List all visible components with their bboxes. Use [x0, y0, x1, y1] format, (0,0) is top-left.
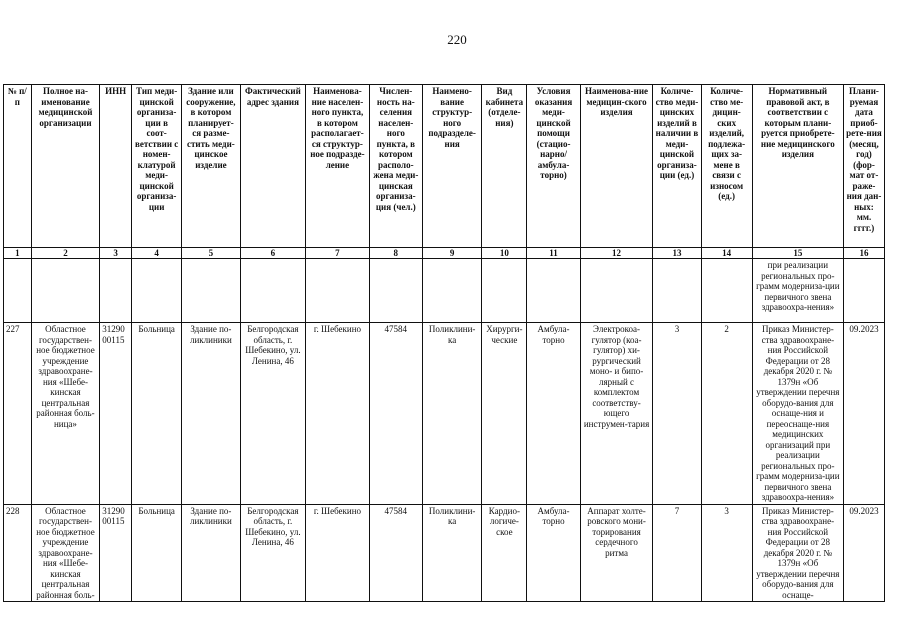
- column-number: 12: [580, 248, 653, 259]
- continuation-row: [4, 259, 885, 323]
- column-header: Фактический адрес здания: [240, 85, 306, 248]
- locality-cell: г. Шебекино: [306, 504, 370, 602]
- row-number: 228: [4, 504, 32, 602]
- inn-cell: 31290 00115: [100, 504, 132, 602]
- table-cell: [843, 259, 884, 323]
- column-number: 9: [422, 248, 481, 259]
- quantity-replace-cell: 3: [701, 504, 752, 602]
- population-cell: 47584: [369, 323, 422, 505]
- column-number: 2: [31, 248, 100, 259]
- table-row: [4, 504, 885, 602]
- locality-cell: г. Шебекино: [306, 323, 370, 505]
- population-cell: 47584: [369, 504, 422, 602]
- column-number: 3: [100, 248, 132, 259]
- unit-cell: Поликлини-ка: [422, 504, 481, 602]
- table-cell: [240, 259, 306, 323]
- org-type-cell: Больница: [132, 323, 182, 505]
- organization-cell: Областное государствен-ное бюджетное учреждение здравоохране-ния «Шебе-кинская центральная районная боль-ница»: [31, 323, 100, 505]
- header-row: [4, 85, 885, 248]
- address-cell: Белгородская область, г. Шебекино, ул. Ленина, 46: [240, 504, 306, 602]
- row-number: 227: [4, 323, 32, 505]
- device-cell: Электрокоа-гулятор (коа-гулятор) хи-рургический моно- и бипо-лярный с комплектом соответству-ющего инструмен-тария: [580, 323, 653, 505]
- date-cell: 09.2023: [843, 504, 884, 602]
- column-number: 5: [182, 248, 240, 259]
- conditions-cell: Амбула-торно: [527, 323, 580, 505]
- column-header: Наимено-вание структур-ного подразделе-ния: [422, 85, 481, 248]
- column-number: 6: [240, 248, 306, 259]
- column-header: Условия оказания меди-цинской помощи (стацио-нарно/ амбула-торно): [527, 85, 580, 248]
- table-cell: [31, 259, 100, 323]
- quantity-replace-cell: 2: [701, 323, 752, 505]
- unit-cell: Поликлини-ка: [422, 323, 481, 505]
- table-cell: [4, 259, 32, 323]
- legal-act-cell: при реализации региональных про-грамм модерниза-ции первичного звена здравоохра-нения»: [752, 259, 843, 323]
- building-cell: Здание по-ликлиники: [182, 323, 240, 505]
- column-header: ИНН: [100, 85, 132, 248]
- column-number: 4: [132, 248, 182, 259]
- quantity-have-cell: 3: [653, 323, 701, 505]
- conditions-cell: Амбула-торно: [527, 504, 580, 602]
- table-cell: [527, 259, 580, 323]
- column-number: 16: [843, 248, 884, 259]
- column-header: Полное на-именование медицинской организации: [31, 85, 100, 248]
- table-cell: [701, 259, 752, 323]
- column-header: Числен-ность на-селения населен-ного пункта, в котором располо-жена меди-цинская организа-ция (чел.): [369, 85, 422, 248]
- column-number: 10: [482, 248, 527, 259]
- column-header: Нормативный правовой акт, в соответствии с которым плани-руется приобрете-ние медицинского изделия: [752, 85, 843, 248]
- org-type-cell: Больница: [132, 504, 182, 602]
- legal-act-cell: Приказ Министер-ства здравоохране-ния Российской Федерации от 28 декабря 2020 г. № 1379н «Об утверждении перечня оборудо-вания для оснаще-: [752, 504, 843, 602]
- device-cell: Аппарат холте-ровского мони-торирования сердечного ритма: [580, 504, 653, 602]
- table-cell: [132, 259, 182, 323]
- table-cell: [422, 259, 481, 323]
- table-cell: [182, 259, 240, 323]
- column-header: Вид кабинета (отделе-ния): [482, 85, 527, 248]
- column-header: Плани-руемая дата приоб-рете-ния (месяц, год) (фор-мат от-раже-ния дан-ных: мм. гггг.): [843, 85, 884, 248]
- organization-cell: Областное государствен-ное бюджетное учреждение здравоохране-ния «Шебе-кинская центральная районная боль-: [31, 504, 100, 602]
- table-cell: [482, 259, 527, 323]
- column-header: Здание или сооружение, в котором планирует-ся разме-стить меди-цинское изделие: [182, 85, 240, 248]
- page-number: 220: [447, 32, 467, 47]
- inn-cell: 31290 00115: [100, 323, 132, 505]
- column-number: 1: [4, 248, 32, 259]
- column-number: 14: [701, 248, 752, 259]
- column-header: Количе-ство ме-дицин-ских изделий, подлежа-щих за-мене в связи с износом (ед.): [701, 85, 752, 248]
- cabinet-cell: Хирурги-ческие: [482, 323, 527, 505]
- table-cell: [369, 259, 422, 323]
- table-cell: [100, 259, 132, 323]
- column-number: 7: [306, 248, 370, 259]
- column-header: Наименова-ние медицин-ского изделия: [580, 85, 653, 248]
- column-number: 13: [653, 248, 701, 259]
- column-header: № п/п: [4, 85, 32, 248]
- legal-act-cell: Приказ Министер-ства здравоохране-ния Российской Федерации от 28 декабря 2020 г. № 1379н «Об утверждении перечня оборудо-вания для оснаще-ния и переоснаще-ния медицинских организаций при реализации региональных про-грамм модерниза-ции первичного звена здравоохра-нения»: [752, 323, 843, 505]
- column-number-row: [4, 248, 885, 259]
- table-row: [4, 323, 885, 505]
- column-number: 8: [369, 248, 422, 259]
- column-number: 15: [752, 248, 843, 259]
- table-cell: [306, 259, 370, 323]
- cabinet-cell: Кардио-логиче-ское: [482, 504, 527, 602]
- quantity-have-cell: 7: [653, 504, 701, 602]
- building-cell: Здание по-ликлиники: [182, 504, 240, 602]
- column-number: 11: [527, 248, 580, 259]
- column-header: Тип меди-цинской организа-ции в соот-ветствии с номен-клатурой меди-цинской организа-ции: [132, 85, 182, 248]
- table-cell: [653, 259, 701, 323]
- column-header: Наименова-ние населен-ного пункта, в котором располагает-ся структур-ное подразде-ление: [306, 85, 370, 248]
- date-cell: 09.2023: [843, 323, 884, 505]
- equipment-registry-table: [3, 84, 885, 602]
- column-header: Количе-ство меди-цинских изделий в наличии в меди-цинской организа-ции (ед.): [653, 85, 701, 248]
- table-cell: [580, 259, 653, 323]
- address-cell: Белгородская область, г. Шебекино, ул. Ленина, 46: [240, 323, 306, 505]
